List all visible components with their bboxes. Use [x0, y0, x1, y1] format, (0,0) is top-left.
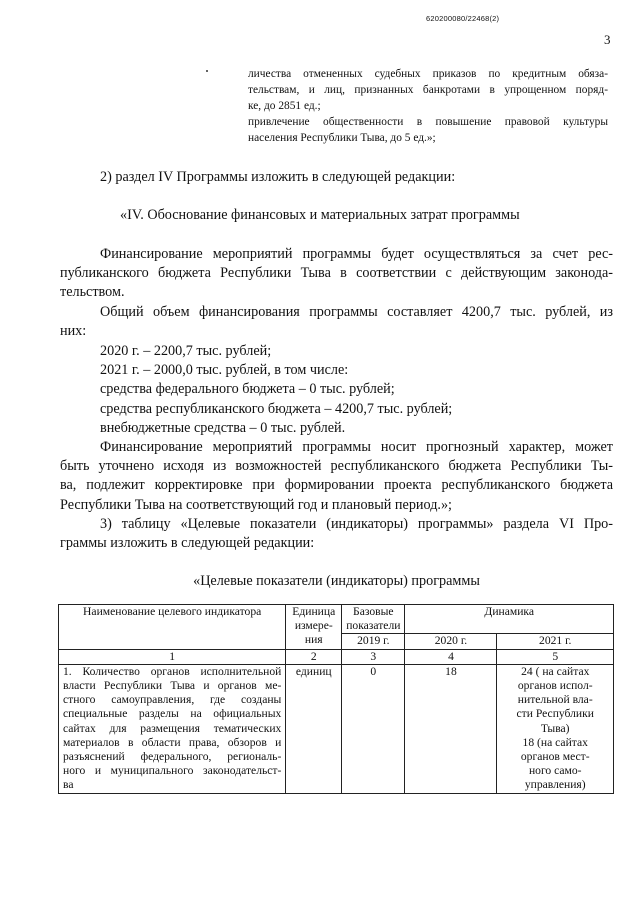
indicator-name-line: разъяснений федерального, региональ- [63, 750, 282, 764]
header-dynamics: Динамика [405, 605, 614, 634]
header-unit-line: измере- [294, 619, 333, 633]
indicator-value-2021 [497, 664, 614, 793]
indicator-2021-line: 24 ( на сайтах [521, 664, 590, 678]
header-unit-line: Единица [292, 605, 336, 618]
header-base-line: Базовые [353, 605, 394, 618]
table-row [59, 664, 614, 793]
indicator-name [59, 664, 286, 793]
section-iv-heading-text: «IV. Обоснование финансовых и материальных затрат программы [120, 207, 520, 223]
indicator-2021-line: 18 (на сайтах [522, 735, 588, 749]
indicator-2021-line: органов испол- [517, 679, 593, 693]
financing-list-item: внебюджетные средства – 0 тыс. рублей. [100, 419, 346, 436]
column-number: 2 [286, 649, 342, 664]
header-base [342, 605, 405, 634]
indicator-name-line: ного и муниципального законодательст- [63, 764, 282, 778]
header-year-2020: 2020 г. [405, 634, 497, 649]
financing-list-item: 2020 г. – 2200,7 тыс. рублей; [100, 343, 272, 359]
indicator-name-line: стного самоуправления, где созданы [63, 693, 282, 707]
financing-list [60, 342, 613, 438]
text-line: привлечение общественности в повышение правовой культуры [248, 116, 608, 128]
column-number: 3 [342, 649, 405, 664]
indicator-2021-line: сти Республики [516, 707, 594, 721]
financing-paragraph-1 [60, 245, 613, 303]
indicator-unit: единиц [286, 664, 342, 793]
text-line: Республики Тыва на соответствующий год и плановый период.»; [60, 496, 452, 513]
text-line: тельством. [60, 284, 125, 301]
header-unit-line: ния [304, 633, 323, 647]
text-line: тельствам, и лиц, признанных банкротами в упрощенном поряд- [248, 84, 608, 96]
header-unit [286, 605, 342, 650]
indicator-2021-line: управления) [524, 778, 586, 792]
previous-section-continuation [248, 66, 608, 146]
column-number: 5 [497, 649, 614, 664]
column-number: 4 [405, 649, 497, 664]
indicator-2021-line: ного само- [528, 764, 582, 778]
financing-list-item: средства республиканского бюджета – 4200,7 тыс. рублей; [100, 400, 453, 417]
table-column-numbers-row [59, 649, 614, 664]
section-3-instruction [60, 515, 613, 553]
text-line: населения Республики Тыва, до 5 ед.»; [248, 132, 436, 144]
text-line: Финансирование мероприятий программы носит прогнозный характер, может [100, 439, 613, 455]
indicator-name-line: материалов в области права, обзоров и [63, 735, 282, 749]
text-line: ва, подлежит корректировке при формировании проекта республиканского бюджета [60, 477, 613, 494]
indicator-name-line: 1. Количество органов исполнительной [63, 664, 282, 678]
section-iv-heading [60, 206, 613, 225]
financing-list-item: средства федерального бюджета – 0 тыс. рублей; [100, 381, 395, 398]
table-title [60, 572, 613, 591]
indicator-2021-line: нительной вла- [517, 693, 593, 707]
financing-paragraph-2 [60, 303, 613, 341]
indicator-name-line: сайтах для размещения тематических [63, 721, 282, 735]
indicator-name-line: власти Республики Тыва и органов ме- [63, 679, 282, 693]
table-header-row [59, 605, 614, 634]
header-indicator-name: Наименование целевого индикатора [59, 605, 286, 650]
text-line: быть уточнено исходя из возможностей республиканского бюджета Республики Ты- [60, 458, 613, 475]
header-base-line: показатели [346, 619, 401, 633]
text-line: граммы изложить в следующей редакции: [60, 535, 315, 552]
page-number: 3 [604, 32, 611, 47]
text-line: Общий объем финансирования программы составляет 4200,7 тыс. рублей, из [100, 304, 613, 320]
financing-paragraph-3 [60, 438, 613, 515]
text-line: личества отмененных судебных приказов по кредитным обяза- [248, 68, 608, 80]
text-line: ке, до 2851 ед.; [248, 100, 321, 112]
indicator-name-line: специальные разделы на официальных [63, 707, 282, 721]
section-2-instruction [60, 168, 613, 187]
text-line: Финансирование мероприятий программы будет осуществляться за счет рес- [100, 246, 613, 262]
text-line: публиканского бюджета Республики Тыва в соответствии с действующим законода- [60, 265, 613, 282]
document-id: 620200080/22468(2) [426, 14, 500, 23]
scan-dot [206, 70, 208, 72]
financing-list-item: 2021 г. – 2000,0 тыс. рублей, в том числе: [100, 362, 349, 379]
indicator-base-value: 0 [342, 664, 405, 793]
section-2-text: 2) раздел IV Программы изложить в следующей редакции: [100, 169, 456, 185]
header-year-2021: 2021 г. [497, 634, 614, 649]
indicator-2021-line: органов мест- [520, 750, 590, 764]
table-title-text: «Целевые показатели (индикаторы) программы [193, 573, 480, 589]
text-line: 3) таблицу «Целевые показатели (индикаторы) программы» раздела VI Про- [100, 516, 613, 532]
header-base-year: 2019 г. [342, 634, 405, 649]
indicators-table [58, 604, 614, 794]
column-number: 1 [59, 649, 286, 664]
indicator-2021-line: Тыва) [540, 721, 570, 735]
indicator-value-2020: 18 [405, 664, 497, 793]
indicator-name-line: ва [63, 778, 74, 792]
text-line: них: [60, 323, 87, 340]
